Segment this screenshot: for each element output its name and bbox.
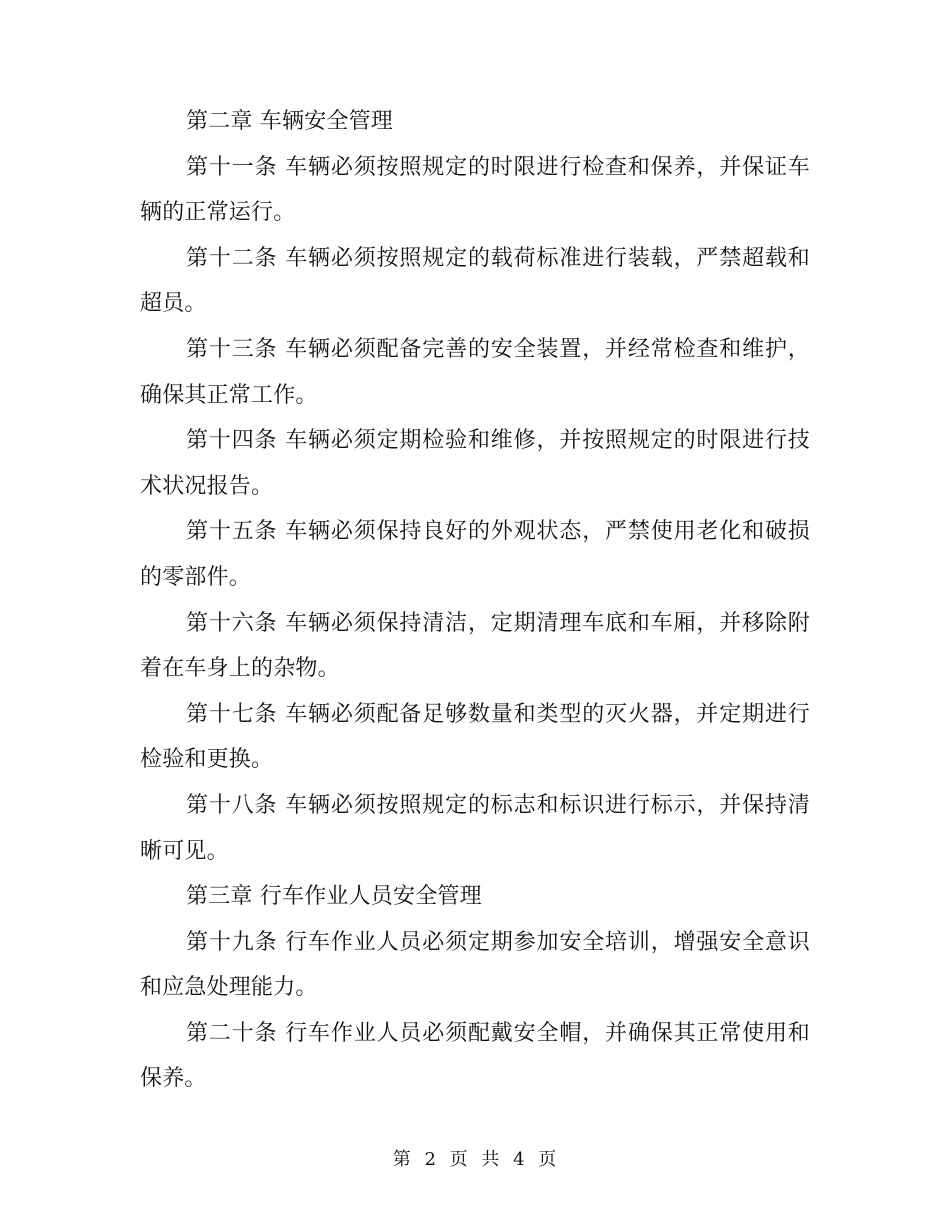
chapter-heading: 第三章 行车作业人员安全管理 bbox=[186, 884, 482, 910]
article-paragraph: 第十六条 车辆必须保持清洁，定期清理车底和车厢，并移除附着在车身上的杂物。 bbox=[140, 610, 810, 682]
article-paragraph: 第十八条 车辆必须按照规定的标志和标识进行标示，并保持清晰可见。 bbox=[140, 792, 810, 864]
article-paragraph: 第十四条 车辆必须定期检验和维修，并按照规定的时限进行技术状况报告。 bbox=[140, 428, 810, 499]
article-paragraph: 第十七条 车辆必须配备足够数量和类型的灭火器，并定期进行检验和更换。 bbox=[140, 701, 810, 773]
chapter-heading: 第二章 车辆安全管理 bbox=[186, 109, 393, 134]
document-body bbox=[140, 99, 810, 1102]
article-paragraph: 第十三条 车辆必须配备完善的安全装置，并经常检查和维护，确保其正常工作。 bbox=[140, 336, 810, 408]
article-paragraph: 第十九条 行车作业人员必须定期参加安全培训，增强安全意识和应急处理能力。 bbox=[140, 929, 810, 1001]
article-paragraph: 第十一条 车辆必须按照规定的时限进行检查和保养，并保证车辆的正常运行。 bbox=[140, 154, 810, 226]
article-paragraph: 第二十条 行车作业人员必须配戴安全帽，并确保其正常使用和保养。 bbox=[140, 1020, 810, 1092]
page-footer: 第 2 页 共 4 页 bbox=[392, 1149, 558, 1170]
article-paragraph: 第十五条 车辆必须保持良好的外观状态，严禁使用老化和破损的零部件。 bbox=[140, 519, 810, 590]
article-paragraph: 第十二条 车辆必须按照规定的载荷标准进行装载，严禁超载和超员。 bbox=[140, 245, 810, 317]
